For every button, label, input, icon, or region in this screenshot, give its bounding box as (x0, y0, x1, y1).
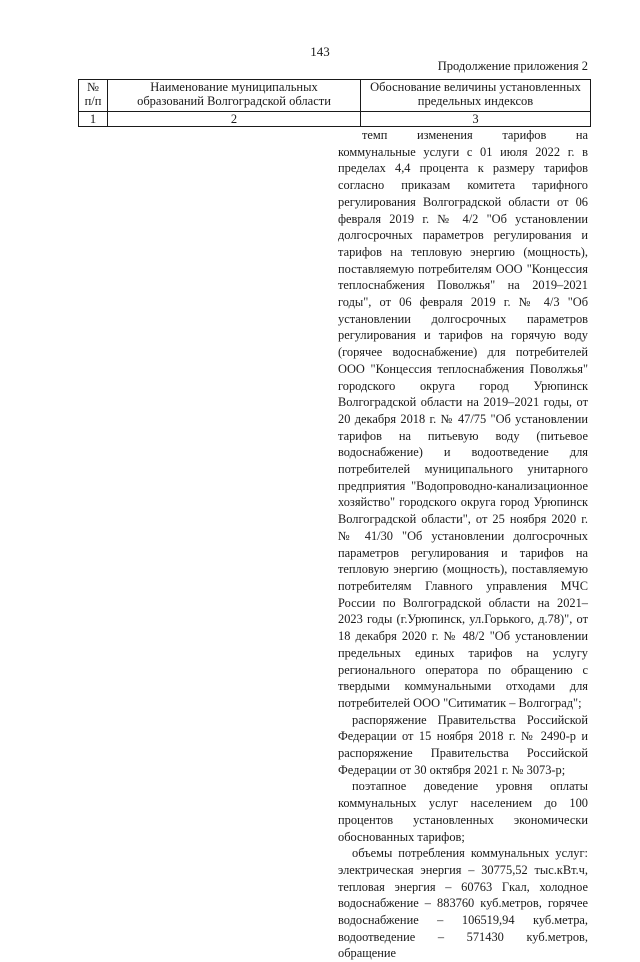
table-header (78, 79, 591, 127)
paragraph-consumption-volumes: объемы потребления коммунальных услуг: электрическая энергия – 30775,52 тыс.кВт.ч, тепловая энергия – 60763 Гкал, холодное водоснабжение – 883760 куб.метров, горячее водоснабжение – 106519,94 куб.метра, водоотведение – 571430 куб.метров, обращение (338, 846, 588, 961)
column-number-3: 3 (361, 112, 591, 127)
paragraph-tariff-orders: темп изменения тарифов на коммунальные услуги с 01 июля 2022 г. в пределах 4,4 процента к размеру тарифов согласно приказам комитета тарифного регулирования Волгоградской области от 06 февраля 2019 г. № 4/2 "Об установлении долгосрочных параметров регулирования и тарифов на тепловую энергию (мощность), поставляемую потребителям ООО "Концессия теплоснабжения Поволжья" на 2019–2021 годы", от 06 февраля 2019 г. № 4/3 "Об установлении долгосрочных параметров регулирования и тарифов на горячую воду (горячее водоснабжение) для потребителей ООО "Концессия теплоснабжения Поволжья" городского округа город Урюпинск Волгоградской области на 2019–2021 годы, от 20 декабря 2018 г. № 47/75 "Об установлении тарифов на питьевую воду (питьевое водоснабжение) и водоотведение для потребителей муниципального унитарного предприятия "Водопроводно-канализационное хозяйство" городского округа город Урюпинск Волгоградской области", от 25 ноября 2020 г. № 41/30 "Об установлении долгосрочных параметров регулирования и тарифов на тепловую энергию (мощность), поставляемую потребителям Главного управления МЧС России по Волгоградской области на 2021–2023 годы (г.Урюпинск, ул.Горького, д.78)", от 18 декабря 2020 г. № 48/2 "Об установлении предельных единых тарифов на услугу регионального оператора по обращению с твердыми коммунальными отходами для потребителей ООО "Ситиматик – Волгоград"; (338, 128, 588, 710)
header-cell-number (79, 80, 108, 112)
header-municipality-line-1: Наименование муниципальных (150, 80, 318, 94)
column-number-1: 1 (79, 112, 108, 127)
column-number-row (79, 112, 591, 127)
column-number-2: 2 (108, 112, 361, 127)
justification-cell-text (338, 127, 588, 962)
header-municipality-line-2: образований Волгоградской области (137, 94, 331, 108)
header-justification-line-2: предельных индексов (417, 94, 534, 108)
appendix-continuation-note: Продолжение приложения 2 (437, 59, 588, 73)
table-header-row (79, 80, 591, 112)
paragraph-government-orders: распоряжение Правительства Российской Федерации от 15 ноября 2018 г. № 2490-р и распоряжение Правительства Российской Федерации от 30 октября 2021 г. № 3073-р; (338, 712, 588, 777)
paragraph-payment-level: поэтапное доведение уровня оплаты коммунальных услуг населением до 100 процентов установленных экономически обоснованных тарифов; (338, 779, 588, 844)
header-cell-justification (361, 80, 591, 112)
page-number: 143 (310, 44, 330, 59)
header-number-line-2: п/п (84, 94, 102, 108)
header-number-line-1: № (87, 80, 99, 94)
header-justification-line-1: Обоснование величины установленных (370, 80, 581, 94)
header-cell-municipality (108, 80, 361, 112)
